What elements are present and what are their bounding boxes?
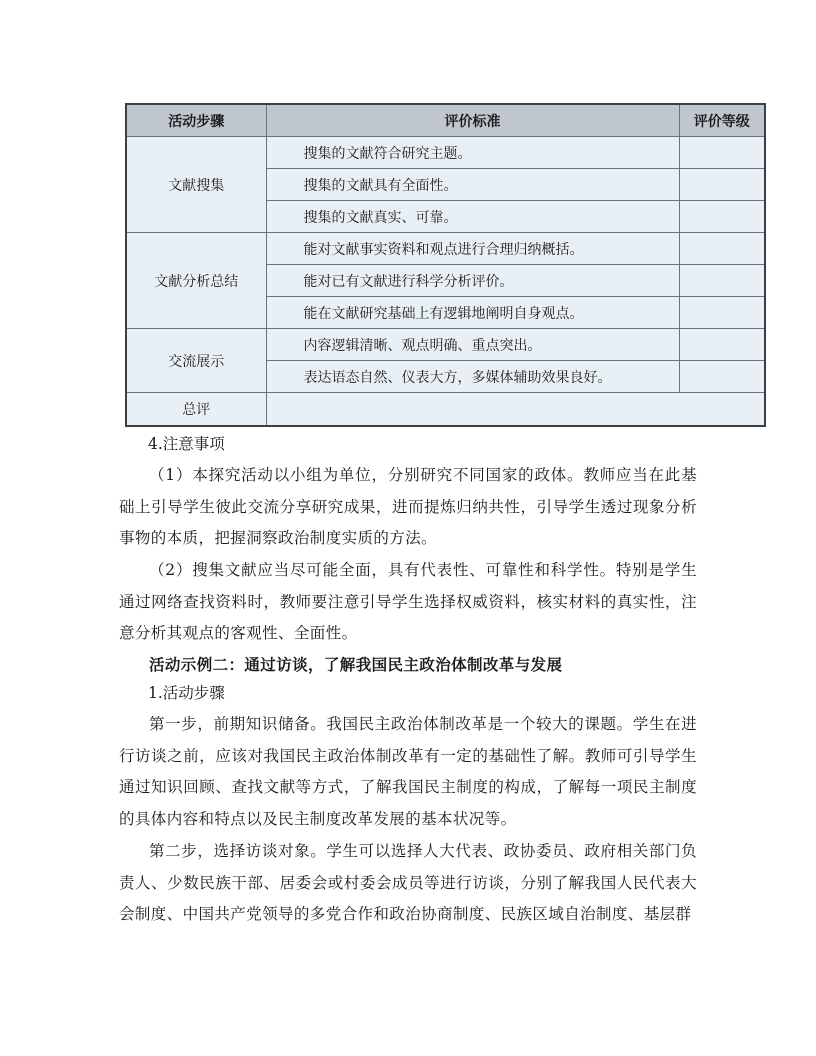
grade-cell [679, 297, 765, 329]
criteria-cell: 能对已有文献进行科学分析评价。 [266, 265, 679, 297]
header-grade: 评价等级 [679, 104, 765, 137]
grade-cell [679, 233, 765, 265]
criteria-cell: 搜集的文献符合研究主题。 [266, 137, 679, 169]
criteria-cell: 能对文献事实资料和观点进行合理归纳概括。 [266, 233, 679, 265]
grade-cell [679, 201, 765, 233]
header-activity-step: 活动步骤 [126, 104, 266, 137]
notes-paragraph-2: （2）搜集文献应当尽可能全面，具有代表性、可靠性和科学性。特别是学生通过网络查找资料时，教师要注意引导学生选择权威资料，核实材料的真实性，注意分析其观点的客观性、全面性。 [119, 561, 697, 643]
section-heading-notes: 4.注意事项 [148, 435, 225, 453]
step-cell: 交流展示 [126, 329, 266, 393]
criteria-cell: 搜集的文献具有全面性。 [266, 169, 679, 201]
notes-paragraph-1: （1）本探究活动以小组为单位，分别研究不同国家的政体。教师应当在此基础上引导学生彼此交流分享研究成果，进而提炼归纳共性，引导学生透过现象分析事物的本质，把握洞察政治制度实质的方法。 [119, 466, 697, 548]
grade-cell [679, 137, 765, 169]
evaluation-table [125, 103, 766, 427]
total-label: 总评 [126, 393, 266, 427]
criteria-cell: 能在文献研究基础上有逻辑地阐明自身观点。 [266, 297, 679, 329]
total-row [126, 393, 765, 427]
grade-cell [679, 329, 765, 361]
criteria-cell: 搜集的文献真实、可靠。 [266, 201, 679, 233]
example-title: 活动示例二：通过访谈，了解我国民主政治体制改革与发展 [149, 656, 563, 674]
table-row [126, 233, 765, 265]
criteria-cell: 表达语态自然、仪表大方，多媒体辅助效果良好。 [266, 361, 679, 393]
grade-cell [679, 361, 765, 393]
activity-steps-heading: 1.活动步骤 [148, 684, 225, 702]
table-row [126, 137, 765, 169]
table-row [126, 329, 765, 361]
step2-paragraph: 第二步，选择访谈对象。学生可以选择人大代表、政协委员、政府相关部门负责人、少数民族干部、居委会或村委会成员等进行访谈，分别了解我国人民代表大会制度、中国共产党领导的多党合作和政治协商制度、民族区域自治制度、基层群 [119, 842, 697, 924]
step1-paragraph: 第一步，前期知识储备。我国民主政治体制改革是一个较大的课题。学生在进行访谈之前，应该对我国民主政治体制改革有一定的基础性了解。教师可引导学生通过知识回顾、查找文献等方式，了解我国民主制度的构成，了解每一项民主制度的具体内容和特点以及民主制度改革发展的基本状况等。 [119, 715, 697, 828]
table-header-row [126, 104, 765, 137]
grade-cell [679, 169, 765, 201]
header-criteria: 评价标准 [266, 104, 679, 137]
criteria-cell: 内容逻辑清晰、观点明确、重点突出。 [266, 329, 679, 361]
total-value-cell [266, 393, 765, 427]
grade-cell [679, 265, 765, 297]
step-cell: 文献搜集 [126, 137, 266, 233]
step-cell: 文献分析总结 [126, 233, 266, 329]
